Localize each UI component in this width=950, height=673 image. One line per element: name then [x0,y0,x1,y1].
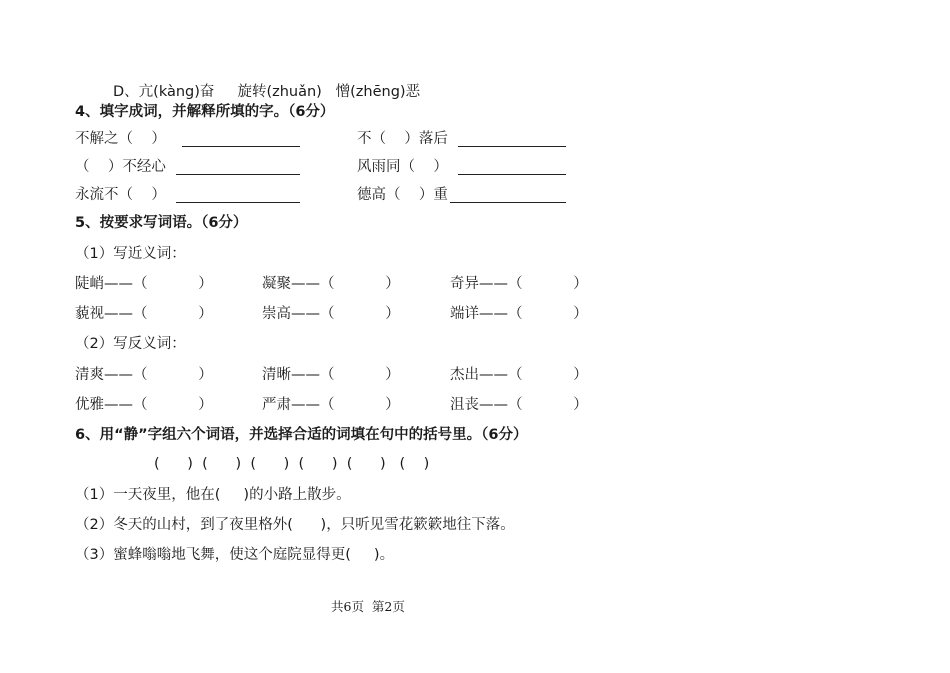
q4-answer-line[interactable] [458,174,566,175]
q6-sentence-3[interactable]: （3）蜜蜂嗡嗡地飞舞，使这个庭院显得更( )。 [75,547,395,563]
q4-item: 不解之（ ） [75,131,166,147]
synonym-item[interactable]: 藐视——（ ） [75,306,213,322]
q4-item: （ ）不经心 [75,159,166,175]
antonym-item[interactable]: 清晰——（ ） [262,367,400,383]
antonym-item[interactable]: 清爽——（ ） [75,367,213,383]
q4-answer-line[interactable] [182,146,300,147]
q6-sentence-1[interactable]: （1）一天夜里，他在( )的小路上散步。 [75,487,351,503]
q4-title: 4、填字成词，并解释所填的字。（6分） [75,104,335,120]
q6-title: 6、用“静”字组六个词语，并选择合适的词填在句中的括号里。（6分） [75,427,528,443]
q4-item: 不（ ）落后 [357,131,448,147]
q6-word-blanks[interactable]: ( ) ( ) ( ) ( ) ( ) ( ) [154,456,430,472]
q4-answer-line[interactable] [458,146,566,147]
q3-option-d: D、亢(kàng)奋 旋转(zhuǎn) 憎(zhēng)恶 [113,84,421,100]
q4-answer-line[interactable] [176,202,300,203]
q4-item: 风雨同（ ） [357,159,448,175]
q5-sub1: （1）写近义词： [75,246,186,262]
q6-sentence-2[interactable]: （2）冬天的山村，到了夜里格外( )，只听见雪花簌簌地往下落。 [75,517,515,533]
synonym-item[interactable]: 崇高——（ ） [262,306,400,322]
q5-sub2: （2）写反义词： [75,336,186,352]
q4-answer-line[interactable] [176,174,300,175]
page-footer: 共6页 第2页 [331,599,405,614]
synonym-item[interactable]: 陡峭——（ ） [75,276,213,292]
antonym-item[interactable]: 杰出——（ ） [450,367,588,383]
q5-title: 5、按要求写词语。（6分） [75,215,248,231]
q4-item: 德高（ ）重 [357,187,448,203]
q4-item: 永流不（ ） [75,187,166,203]
antonym-item[interactable]: 优雅——（ ） [75,397,213,413]
antonym-item[interactable]: 沮丧——（ ） [450,397,588,413]
antonym-item[interactable]: 严肃——（ ） [262,397,400,413]
synonym-item[interactable]: 奇异——（ ） [450,276,588,292]
synonym-item[interactable]: 端详——（ ） [450,306,588,322]
q4-answer-line[interactable] [450,202,566,203]
synonym-item[interactable]: 凝聚——（ ） [262,276,400,292]
